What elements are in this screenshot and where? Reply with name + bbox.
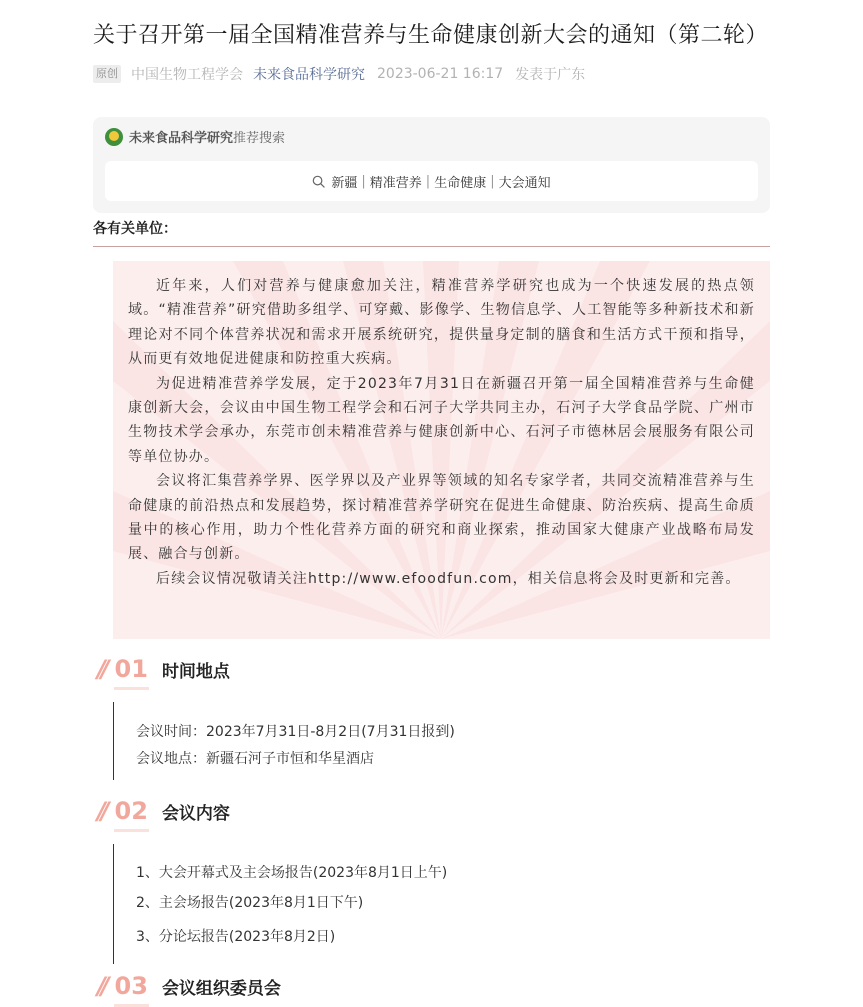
- section-title: 会议组织委员会: [161, 978, 281, 999]
- section-heading-content: [97, 795, 230, 827]
- section-title: 时间地点: [161, 661, 230, 682]
- publish-time: 2023-06-21 16:17: [377, 66, 504, 82]
- section-slash-icon: //: [97, 655, 105, 683]
- article-title: 关于召开第一届全国精准营养与生命健康创新大会的通知（第二轮）: [93, 23, 769, 48]
- meeting-time: 会议时间：2023年7月31日-8月2日(7月31日报到): [136, 724, 455, 740]
- search-icon: [312, 175, 325, 188]
- article-meta: [93, 62, 585, 86]
- search-term-precision-nutrition[interactable]: 精准营养: [369, 175, 422, 191]
- search-term-conference-notice[interactable]: 大会通知: [498, 175, 551, 191]
- section-heading-time-place: [97, 653, 230, 685]
- search-card-brand: [105, 127, 285, 146]
- publish-location: 发表于广东: [515, 67, 586, 83]
- intro-paragraph: 会议将汇集营养学界、医学界以及产业界等领域的知名专家学者，共同交流精准营养与生命健康的前沿热点和发展趋势，探讨精准营养学研究在促进生命健康、防治疾病、提高生命质量中的核心作用，助力个性化营养方面的研究和商业探索，推动国家大健康产业战略布局发展、融合与创新。: [128, 473, 755, 563]
- search-term-xinjiang[interactable]: 新疆: [331, 175, 358, 191]
- intro-paragraph: 为促进精准营养学发展，定于2023年7月31日在新疆召开第一届全国精准营养与生命健康创新大会，会议由中国生物工程学会和石河子大学共同主办，石河子大学食品学院、广州市生物技术学会承办，东莞市创未精准营养与健康创新中心、石河子市德林居会展服务有限公司等单位协办。: [128, 375, 755, 465]
- section-body-time-place: [113, 702, 455, 780]
- search-brand-suffix: 推荐搜索: [233, 131, 286, 146]
- agenda-item: 1、大会开幕式及主会场报告(2023年8月1日上午): [136, 865, 448, 881]
- account-logo-icon: [105, 128, 123, 146]
- section-number: 02: [114, 797, 148, 825]
- agenda-item: 2、主会场报告(2023年8月1日下午): [136, 895, 364, 911]
- intro-block: [113, 261, 770, 639]
- search-term-separator: |: [361, 173, 366, 189]
- search-term-separator: |: [425, 173, 431, 189]
- section-title: 会议内容: [161, 803, 230, 824]
- agenda-item: 3、分论坛报告(2023年8月2日): [136, 929, 336, 945]
- section-slash-icon: //: [97, 972, 105, 1000]
- recommended-search-card: [93, 117, 770, 213]
- salutation-divider: [93, 246, 770, 247]
- intro-text: [128, 274, 755, 591]
- search-brand-name: 未来食品科学研究: [129, 131, 234, 146]
- intro-paragraph: 后续会议情况敬请关注http://www.efoodfun.com，相关信息将会及时更新和完善。: [156, 570, 741, 587]
- section-body-content: [113, 844, 447, 964]
- section-slash-icon: //: [97, 797, 105, 825]
- article-author: 中国生物工程学会: [131, 67, 243, 83]
- search-term-separator: |: [490, 173, 495, 189]
- section-heading-committee: [97, 970, 281, 1002]
- section-number: 03: [114, 972, 148, 1000]
- search-term-life-health[interactable]: 生命健康: [434, 175, 487, 191]
- intro-paragraph: 近年来，人们对营养与健康愈加关注，精准营养学研究也成为一个快速发展的热点领域。“精准营养”研究借助多组学、可穿戴、影像学、生物信息学、人工智能等多种新技术和新理论对不同个体营养状况和需求开展系统研究，提供量身定制的膳食和生活方式干预和指导，从而更有效地促进健康和防控重大疾病。: [128, 278, 755, 368]
- section-number: 01: [114, 655, 148, 683]
- recommended-search-box[interactable]: [105, 161, 758, 201]
- meeting-location: 会议地点：新疆石河子市恒和华星酒店: [136, 751, 374, 767]
- salutation: 各有关单位：: [93, 221, 177, 237]
- account-name-link[interactable]: 未来食品科学研究: [253, 67, 365, 83]
- original-badge: 原创: [93, 65, 121, 83]
